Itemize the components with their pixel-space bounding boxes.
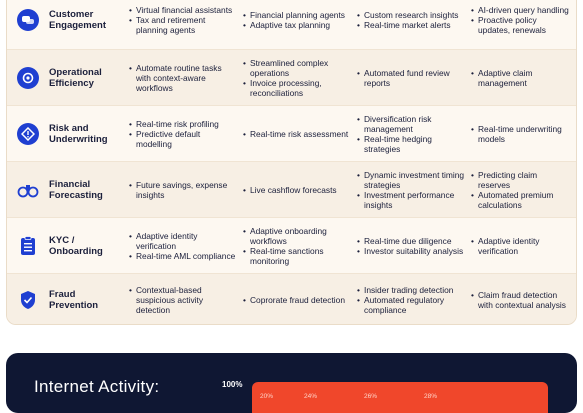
gear-cycle-icon [17, 67, 39, 89]
category-cell [7, 67, 129, 89]
use-case-table [6, 0, 577, 325]
list-item: • Real-time risk profiling [129, 119, 237, 129]
table-row [7, 273, 576, 325]
list-item: • Adaptive identity verification [129, 231, 237, 251]
list-item: • Real-time AML compliance [129, 251, 237, 261]
binoculars-icon [17, 179, 39, 201]
table-row [7, 49, 576, 106]
table-row [7, 217, 576, 274]
category-label: Risk and Underwriting [49, 123, 108, 145]
internet-activity-panel [6, 353, 577, 413]
list-item: • Automated regulatory compliance [357, 295, 465, 315]
list-item: • Predictive default modelling [129, 129, 237, 149]
list-item: • Adaptive identity verification [471, 236, 570, 256]
list-item: • AI-driven query handling [471, 5, 570, 15]
list-item: • Diversification risk management [357, 114, 465, 134]
list-item: • Adaptive onboarding workflows [243, 226, 351, 246]
list-item: • Proactive policy updates, renewals [471, 15, 570, 35]
list-item: • Real-time sanctions monitoring [243, 246, 351, 266]
activity-bar [252, 382, 548, 413]
category-cell [7, 123, 129, 145]
list-item: • Dynamic investment timing strategies [357, 170, 465, 190]
category-cell [7, 289, 129, 311]
list-item: • Automated fund review reports [357, 68, 465, 88]
list-item: • Investor suitability analysis [357, 246, 465, 256]
list-item: • Real-time due diligence [357, 236, 465, 246]
list-item: • Coprorate fraud detection [243, 295, 351, 305]
list-item: • Custom research insights [357, 10, 465, 20]
shield-check-icon [17, 289, 39, 311]
list-item: • Virtual financial assistants [129, 5, 237, 15]
list-item: • Contextual-based suspicious activity detection [129, 285, 237, 315]
table-row [7, 105, 576, 162]
category-label: Financial Forecasting [49, 179, 103, 201]
list-item: • Financial planning agents [243, 10, 351, 20]
bar-label: 28% [424, 393, 438, 400]
clipboard-checklist-icon [17, 235, 39, 257]
category-cell [7, 179, 129, 201]
list-item: • Adaptive claim management [471, 68, 570, 88]
list-item: • Claim fraud detection with contextual analysis [471, 290, 570, 310]
category-cell [7, 9, 129, 31]
warning-diamond-icon [17, 123, 39, 145]
category-label: Customer Engagement [49, 9, 107, 31]
list-item: • Tax and retirement planning agents [129, 15, 237, 35]
list-item: • Real-time hedging strategies [357, 134, 465, 154]
list-item: • Future savings, expense insights [129, 180, 237, 200]
table-row [7, 161, 576, 218]
category-label: Operational Efficiency [49, 67, 102, 89]
list-item: • Automate routine tasks with context-aware workflows [129, 63, 237, 93]
bar-label: 24% [304, 393, 318, 400]
list-item: • Investment performance insights [357, 190, 465, 210]
list-item: • Real-time risk assessment [243, 129, 351, 139]
category-label: Fraud Prevention [49, 288, 99, 311]
panel-title: Internet Activity: [34, 377, 160, 396]
list-item: • Live cashflow forecasts [243, 185, 351, 195]
list-item: • Predicting claim reserves [471, 170, 570, 190]
list-item: • Insider trading detection [357, 285, 465, 295]
chat-bubbles-icon [17, 9, 39, 31]
list-item: • Real-time market alerts [357, 20, 465, 30]
list-item: • Streamlined complex operations [243, 58, 351, 78]
list-item: • Adaptive tax planning [243, 20, 351, 30]
category-label: KYC / Onboarding [49, 235, 103, 257]
axis-max-label: 100% [222, 380, 243, 389]
list-item: • Invoice processing, reconciliations [243, 78, 351, 98]
list-item: • Real-time underwriting models [471, 124, 570, 144]
bar-label: 26% [364, 393, 378, 400]
category-cell [7, 235, 129, 257]
list-item: • Automated premium calculations [471, 190, 570, 210]
table-row [7, 0, 576, 49]
bar-label: 20% [260, 393, 274, 400]
